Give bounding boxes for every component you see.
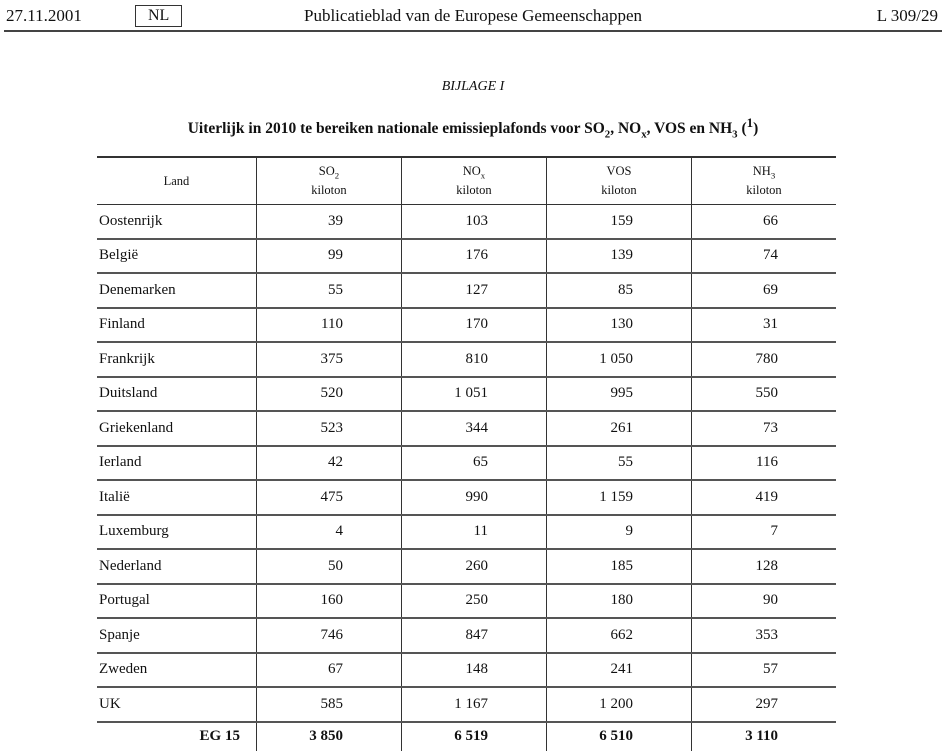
country-cell: Italië: [97, 480, 256, 515]
country-cell: EG 15: [97, 722, 256, 751]
value-cell: 550: [691, 377, 836, 412]
value-cell: 11: [401, 515, 546, 550]
table-row: [97, 377, 836, 412]
table-row: [97, 273, 836, 308]
table-row: [97, 205, 836, 239]
value-cell: 1 050: [546, 342, 691, 377]
value-cell: 66: [691, 205, 836, 239]
country-cell: UK: [97, 687, 256, 722]
value-cell: 139: [546, 239, 691, 274]
page-number: L 309/29: [876, 6, 938, 25]
country-cell: Nederland: [97, 549, 256, 584]
emission-table: [97, 156, 836, 751]
value-cell: 1 200: [546, 687, 691, 722]
value-cell: 128: [691, 549, 836, 584]
value-cell: 73: [691, 411, 836, 446]
total-row: [97, 722, 836, 751]
value-cell: 50: [256, 549, 401, 584]
table-row: [97, 239, 836, 274]
header-date: 27.11.2001: [6, 6, 82, 25]
value-cell: 31: [691, 308, 836, 343]
table-row: [97, 342, 836, 377]
value-cell: 1 167: [401, 687, 546, 722]
value-cell: 180: [546, 584, 691, 619]
country-cell: Finland: [97, 308, 256, 343]
country-cell: Luxemburg: [97, 515, 256, 550]
value-cell: 99: [256, 239, 401, 274]
value-cell: 241: [546, 653, 691, 688]
value-cell: 103: [401, 205, 546, 239]
value-cell: 127: [401, 273, 546, 308]
value-cell: 185: [546, 549, 691, 584]
publication-title: Publicatieblad van de Europese Gemeenschappen: [304, 6, 642, 25]
value-cell: 148: [401, 653, 546, 688]
table-row: [97, 411, 836, 446]
country-cell: Portugal: [97, 584, 256, 619]
value-cell: 69: [691, 273, 836, 308]
table-row: [97, 515, 836, 550]
page-header: [0, 0, 946, 34]
value-cell: 176: [401, 239, 546, 274]
value-cell: 250: [401, 584, 546, 619]
table-row: [97, 480, 836, 515]
value-cell: 90: [691, 584, 836, 619]
value-cell: 6 510: [546, 722, 691, 751]
value-cell: 3 850: [256, 722, 401, 751]
value-cell: 67: [256, 653, 401, 688]
value-cell: 74: [691, 239, 836, 274]
column-header: VOS kiloton: [546, 157, 691, 205]
table-row: [97, 687, 836, 722]
value-cell: 116: [691, 446, 836, 481]
value-cell: 4: [256, 515, 401, 550]
value-cell: 475: [256, 480, 401, 515]
value-cell: 344: [401, 411, 546, 446]
table-row: [97, 618, 836, 653]
value-cell: 523: [256, 411, 401, 446]
column-header: $NO_x$ kiloton: [401, 157, 546, 205]
country-cell: Denemarken: [97, 273, 256, 308]
country-cell: Zweden: [97, 653, 256, 688]
value-cell: 261: [546, 411, 691, 446]
table-row: [97, 584, 836, 619]
value-cell: 130: [546, 308, 691, 343]
value-cell: 375: [256, 342, 401, 377]
value-cell: 39: [256, 205, 401, 239]
country-cell: Ierland: [97, 446, 256, 481]
value-cell: 810: [401, 342, 546, 377]
value-cell: 110: [256, 308, 401, 343]
value-cell: 1 051: [401, 377, 546, 412]
value-cell: 7: [691, 515, 836, 550]
value-cell: 419: [691, 480, 836, 515]
value-cell: 990: [401, 480, 546, 515]
value-cell: 585: [256, 687, 401, 722]
value-cell: 353: [691, 618, 836, 653]
value-cell: 42: [256, 446, 401, 481]
header-rule: [4, 30, 942, 32]
country-cell: Frankrijk: [97, 342, 256, 377]
column-header: $NH_3$ kiloton: [691, 157, 836, 205]
value-cell: 6 519: [401, 722, 546, 751]
value-cell: 170: [401, 308, 546, 343]
annex-label: BIJLAGE I: [441, 79, 505, 94]
value-cell: 847: [401, 618, 546, 653]
country-cell: Duitsland: [97, 377, 256, 412]
value-cell: 1 159: [546, 480, 691, 515]
value-cell: 746: [256, 618, 401, 653]
value-cell: 3 110: [691, 722, 836, 751]
language-badge: NL: [135, 5, 182, 27]
value-cell: 55: [256, 273, 401, 308]
value-cell: 260: [401, 549, 546, 584]
column-header: $SO_2$ kiloton: [256, 157, 401, 205]
country-cell: Griekenland: [97, 411, 256, 446]
value-cell: 160: [256, 584, 401, 619]
value-cell: 9: [546, 515, 691, 550]
value-cell: 995: [546, 377, 691, 412]
country-cell: Spanje: [97, 618, 256, 653]
value-cell: 159: [546, 205, 691, 239]
value-cell: 662: [546, 618, 691, 653]
value-cell: 85: [546, 273, 691, 308]
country-cell: België: [97, 239, 256, 274]
table-title: Uiterlijk in 2010 te bereiken nationale emissieplafonds voor $SO_2$, $NO_x$, VOS en $NH_3$ ($^1$): [187, 115, 759, 141]
value-cell: 520: [256, 377, 401, 412]
table-row: [97, 308, 836, 343]
value-cell: 57: [691, 653, 836, 688]
value-cell: 65: [401, 446, 546, 481]
table-row: [97, 446, 836, 481]
table-row: [97, 549, 836, 584]
value-cell: 55: [546, 446, 691, 481]
value-cell: 780: [691, 342, 836, 377]
table-row: [97, 653, 836, 688]
value-cell: 297: [691, 687, 836, 722]
column-header: Land: [97, 157, 256, 205]
country-cell: Oostenrijk: [97, 205, 256, 239]
